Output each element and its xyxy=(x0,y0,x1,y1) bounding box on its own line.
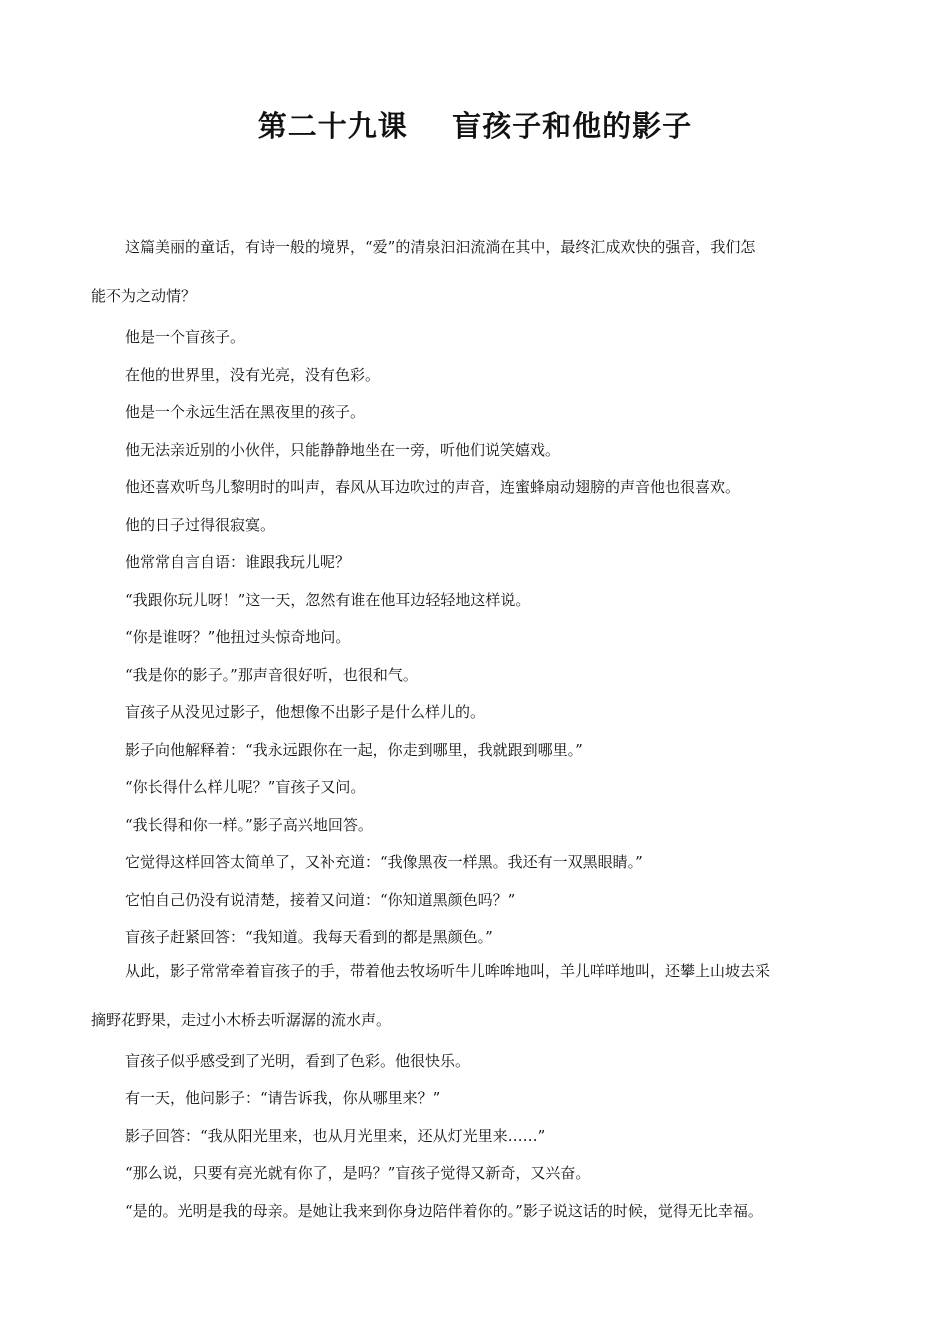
long-paragraph-line-1: 从此，影子常常牵着盲孩子的手，带着他去牧场听牛儿哞哞地叫，羊儿咩咩地叫，还攀上山坡去采 xyxy=(125,961,771,980)
paragraph: “我跟你玩儿呀！”这一天，忽然有谁在他耳边轻轻地这样说。 xyxy=(125,590,531,609)
paragraph: 有一天，他问影子：“请告诉我，你从哪里来？” xyxy=(125,1089,441,1107)
paragraph: 在他的世界里，没有光亮，没有色彩。 xyxy=(125,365,381,384)
long-paragraph xyxy=(91,957,861,1043)
paragraph: 它怕自己仍没有说清楚，接着又问道：“你知道黑颜色吗？” xyxy=(125,890,516,909)
paragraph: “你长得什么样儿呢？”盲孩子又问。 xyxy=(125,778,366,796)
paragraph: 盲孩子赶紧回答：“我知道。我每天看到的都是黑颜色。” xyxy=(125,928,493,946)
paragraph: “我长得和你一样。”影子高兴地回答。 xyxy=(125,815,373,834)
paragraph: 影子回答：“我从阳光里来，也从月光里来，还从灯光里来……” xyxy=(125,1126,546,1145)
intro-line-1: 这篇美丽的童话，有诗一般的境界，“爱”的清泉汩汩流淌在其中，最终汇成欢快的强音，我们怎 xyxy=(125,238,756,256)
paragraph: 他的日子过得很寂寞。 xyxy=(125,515,276,534)
paragraph: 他常常自言自语：谁跟我玩儿呢？ xyxy=(125,553,351,571)
lesson-title: 第二十九课 盲孩子和他的影子 xyxy=(257,109,693,143)
paragraph: 盲孩子似乎感受到了光明，看到了色彩。他很快乐。 xyxy=(125,1051,471,1070)
paragraph: 他是一个盲孩子。 xyxy=(125,328,246,346)
paragraph: “是的。光明是我的母亲。是她让我来到你身边陪伴着你的。”影子说这话的时候，觉得无比幸福。 xyxy=(125,1201,763,1220)
paragraph: 影子向他解释着：“我永远跟你在一起，你走到哪里，我就跟到哪里。” xyxy=(125,740,583,759)
paragraph: 他无法亲近别的小伙伴，只能静静地坐在一旁，听他们说笑嬉戏。 xyxy=(125,440,561,459)
paragraph: 他还喜欢听鸟儿黎明时的叫声，春风从耳边吹过的声音，连蜜蜂扇动翅膀的声音他也很喜欢。 xyxy=(125,478,741,496)
document-body xyxy=(91,233,861,1230)
paragraph: “那么说，只要有亮光就有你了，是吗？”盲孩子觉得又新奇，又兴奋。 xyxy=(125,1164,591,1182)
paragraph: 盲孩子从没见过影子，他想像不出影子是什么样儿的。 xyxy=(125,703,486,721)
paragraph: 它觉得这样回答太简单了，又补充道：“我像黑夜一样黑。我还有一双黑眼睛。” xyxy=(125,853,643,871)
paragraph: 他是一个永远生活在黑夜里的孩子。 xyxy=(125,403,366,421)
paragraph: “你是谁呀？”他扭过头惊奇地问。 xyxy=(125,628,351,646)
intro-paragraph xyxy=(91,233,861,319)
long-paragraph-line-2: 摘野花野果，走过小木桥去听潺潺的流水声。 xyxy=(91,1010,392,1029)
intro-line-2: 能不为之动情？ xyxy=(91,287,197,305)
paragraph: “我是你的影子。”那声音很好听，也很和气。 xyxy=(125,665,418,684)
